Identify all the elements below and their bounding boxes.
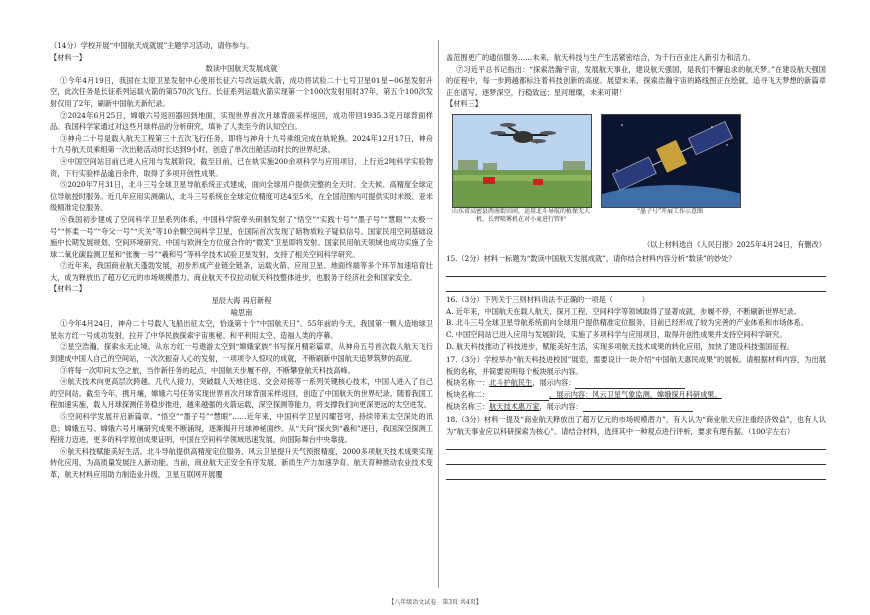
m2-para-cont: ⑦习近平总书记指出：“探索浩瀚宇宙，发展航天事业，建设航天强国，是我们不懈追求的航天梦。”在建设航天强国的征程中，每一步跨越都标注着科技创新的高度。展望未来，探索浩瀚宇宙的路线图正在绘就，追寻飞天梦想的新篇章正在谱写。逐梦深空，行稳致远；星河璀璨，未来可期！ xyxy=(446,64,826,97)
m1-para: ⑦近年来，我国商业航天蓬勃发展，初步形成产业链全链条，运载火箭、应用卫星、地面终端等多个环节加速培育壮大，成为释放出了超万亿元的市场规模潜力。商业航天不仅拉动航天科技整体进步，也服务于经济社会和国家安全。 xyxy=(50,261,433,282)
board-tail: ，展示内容： xyxy=(539,401,583,411)
board-label: 板块名称一： xyxy=(446,378,490,388)
m2-para-cont: 盖范围更广的通信服务……未来，航天科技与生产生活紧密结合，为千行百业注入新引力和活力。 xyxy=(446,53,756,62)
m1-para: ③神舟二十号是载人航天工程第三十五次飞行任务，即将与神舟十九号乘组完成在轨轮换。2024年12月17日，神舟十九号航天员乘组第一次出舱活动时长达到9小时，创造了单次出舱活动时长的世界纪录。 xyxy=(50,133,433,155)
m2-para: ④航天技术向更高层次跨越。几代人接力，突破载人天地往返、交会对接等一系列关键核心技术，中国人进入了自己的空间站。截至今年，携月壤，嫦娥六号任务实现世界首次月球背面采样返回，创造了中国航天的世界纪录。随着我国工程加速实施，载人月球探测任务稳步推进，越来越强的火箭运载，深空探测等能力，将支撑我们向更深更远的太空进发。 xyxy=(50,377,433,410)
answer-line[interactable] xyxy=(446,264,826,277)
drone-photo-caption: 山东省高密县西南街田间，运用北斗导航的植保无人机、长臂喷雾机在对小麦进行管护 xyxy=(451,207,590,223)
material-2-label: 【材料二】 xyxy=(50,284,86,294)
m2-para: ③将每一次叩问太空之旅，当作新任务的起点，中国航天步履不停，不断攀登航天科技高峰。 xyxy=(60,365,355,375)
drone-photo xyxy=(452,114,592,208)
m2-para: ②星空浩瀚，探索永无止境。从东方红一号遨游太空到“嫦娥家族”书写探月精彩篇章，从神舟五号首次载人航天飞行到建成中国人自己的空间站，一次次振奋人心的发射，一项项令人惊叹的成就，不断刷新中国航天追梦筑梦的高度。 xyxy=(50,342,433,364)
satellite-caption: “墨子号”开展工作示意图 xyxy=(636,207,704,215)
m2-para: ⑤空间科学发展开启新篇章。“悟空”“墨子号”“慧眼”……近年来，中国科学卫星闪耀苍穹，持续带来太空深处的讯息；嫦娥五号、嫦娥六号月壤研究成果不断涌现，逐渐揭开月球神秘面纱。从“天问”探火到“羲和”逐日，我国深空探测工程接力迈进，更多的科学原创成果证明，中国在空间科学领域迅速发展，向国际舞台中央靠拢。 xyxy=(50,412,433,445)
material-3-label: 【材料三】 xyxy=(446,99,482,109)
board-tail: ，展示内容：风云卫星气象监测、嫦娥探月科研成果。 xyxy=(549,389,722,399)
m1-para: ⑤2020年7月31日，北斗三号全球卫星导航系统正式建成，面向全球用户提供完整的全天时、全天候、高精度全球定位导航授时服务。近几年应用实测确认，北斗三号系统在全球定位精度可达4至5米，在全国范围内可提供实时米级、亚米级精准定位服务。 xyxy=(50,180,433,213)
board-tail: ，展示内容： xyxy=(532,378,576,388)
m1-para: ②2024年6月25日，嫦娥六号返回器回到地面，实现世界首次月球背面采样返回，成功带回1935.3克月球背面样品。我国科学家通过对这些月球样品的分析研究，填补了人类至今的认知空白。 xyxy=(50,110,433,132)
m2-para: ⑥航天科技赋能美好生活。北斗导航提供高精度定位服务、风云卫星提升天气预报精度，2000多项航天技术成果实现转化应用，为高质量发展注入新动能。当前，商业航天正安全有序发展，新质生产力加速孕育。航天育种推动农业技术变革，航天材料应用助力制造业升级，卫星互联网开展覆 xyxy=(50,446,433,479)
material-1-label: 【材料一】 xyxy=(50,52,86,62)
m1-para: ①今年4月19日，我国在太原卫星发射中心使用长征六号改运载火箭，成功将试验二十七号卫星01星~06星发射升空，此次任务是长征系列运载火箭的第570次飞行。长征系列运载火箭实现第一个100次发射用时37年，第五个100次发射仅用了2年，刷新中国航天新纪录。 xyxy=(50,75,433,108)
board-row-1 xyxy=(446,377,826,389)
m2-para: ①今年4月24日，神舟二十号载人飞船出征太空，恰逢第十个“中国航天日”。55年前的今天，我国第一颗人造地球卫星东方红一号成功发射，拉开了中华民族探索宇宙奥秘、和平利用太空、造福人类的序幕。 xyxy=(50,319,433,340)
board-label: 板块名称二： xyxy=(446,389,490,399)
board-label: 板块名称三： xyxy=(446,401,490,411)
column-divider xyxy=(438,40,439,588)
option-a: A. 近年来，中国航天在载人航天、探月工程、空间科学等领域取得了显著成就，步履不停，不断刷新世界纪录。 xyxy=(446,306,801,316)
page-footer: 【八年级语文试卷 第3页 共4页】 xyxy=(388,599,482,606)
material-1-title: 数读中国航天发展成就 xyxy=(205,64,278,74)
question-18: 18.（3分）材料一提及“商业航天释放出了超万亿元的市场规模潜力”，有人认为“商业航天应注重经济效益”，也有人认为“航天事业应以科研探索为核心”。请结合材料，选择其中一种观点进行评析，要求有理有据。（100字左右） xyxy=(446,415,826,436)
material-3-source: （以上材料选自《人民日报》2025年4月24日，有删改） xyxy=(643,239,826,249)
m1-para: ④中国空间站目前已进入应用与发展阶段，截至目前，已在轨实施200余项科学与应用项目，上行近2吨科学实验物资，下行实验样品逾百余件，取得了多项开创性成果。 xyxy=(50,156,433,178)
right-column xyxy=(446,52,826,482)
material-3-images xyxy=(446,114,826,239)
board-name[interactable]: 北斗护航民生 xyxy=(489,378,533,388)
blank[interactable] xyxy=(583,402,693,412)
answer-line[interactable] xyxy=(446,437,826,450)
option-c: C. 中国空间站已进入应用与发展阶段，实施了多项科学与应用项目，取得开创性成果并支持空间科学研究。 xyxy=(446,329,787,339)
question-15: 15.（2分）材料一标题为“数读中国航天发展成就”，请你结合材料内容分析“数读”的妙处？ xyxy=(446,253,736,263)
question-17: 17.（3分）学校举办“航天科技进校园”展览，需要设计一块介绍“中国航天惠民成果”的展板。请根据材料内容，为出展板的名称，并简要说明每个板块展示内容。 xyxy=(446,355,826,376)
question-16: 16.（3分）下列关于三则材料说法不正确的一项是（ ） xyxy=(446,295,649,305)
board-name[interactable]: 航天技术惠万家 xyxy=(489,401,540,411)
answer-line[interactable] xyxy=(446,279,826,292)
material-2-author: 喻思南 xyxy=(230,307,253,317)
board-row-3 xyxy=(446,401,826,413)
option-b: B. 北斗三号全球卫星导航系统面向全球用户提供精准定位服务，目前已经形成了较为完善的产业体系和市场体系。 xyxy=(446,318,809,328)
answer-line[interactable] xyxy=(446,452,826,465)
option-d: D. 航天科技推动了科技进步，赋能美好生活，实现多项航天技术成果的转化应用，加快了建设科技强国征程。 xyxy=(446,341,794,351)
blank[interactable] xyxy=(575,379,685,389)
material-2-title: 星辰大海 再启新程 xyxy=(211,296,272,306)
answer-line[interactable] xyxy=(446,467,826,480)
satellite-illustration xyxy=(601,114,741,208)
left-column xyxy=(50,40,433,481)
intro: （14分）学校开展“中国航天成就展”主题学习活动，请你参与。 xyxy=(50,41,254,50)
m1-para: ⑥我国初步建成了空间科学卫星系列体系，中国科学院牵头研制发射了“悟空”“实践十号”“墨子号”“慧眼”“太极一号”“怀柔一号”“夸父一号”“天关”等10余颗空间科学卫星，在国际首次发现了暗物质粒子疑似信号。国家民用空间基础设施中长期发展规划、空间环境研究、中国与欧洲全方位度合作的“微笑”卫星即将发射。国家民用航天领域也成功实施了全球二氧化碳监测卫星和“张衡一号”“羲和号”等科学技术试验卫星发射，支持了相关空间科学研究。 xyxy=(50,214,433,259)
board-row-2 xyxy=(446,389,826,401)
blank[interactable] xyxy=(489,391,549,401)
